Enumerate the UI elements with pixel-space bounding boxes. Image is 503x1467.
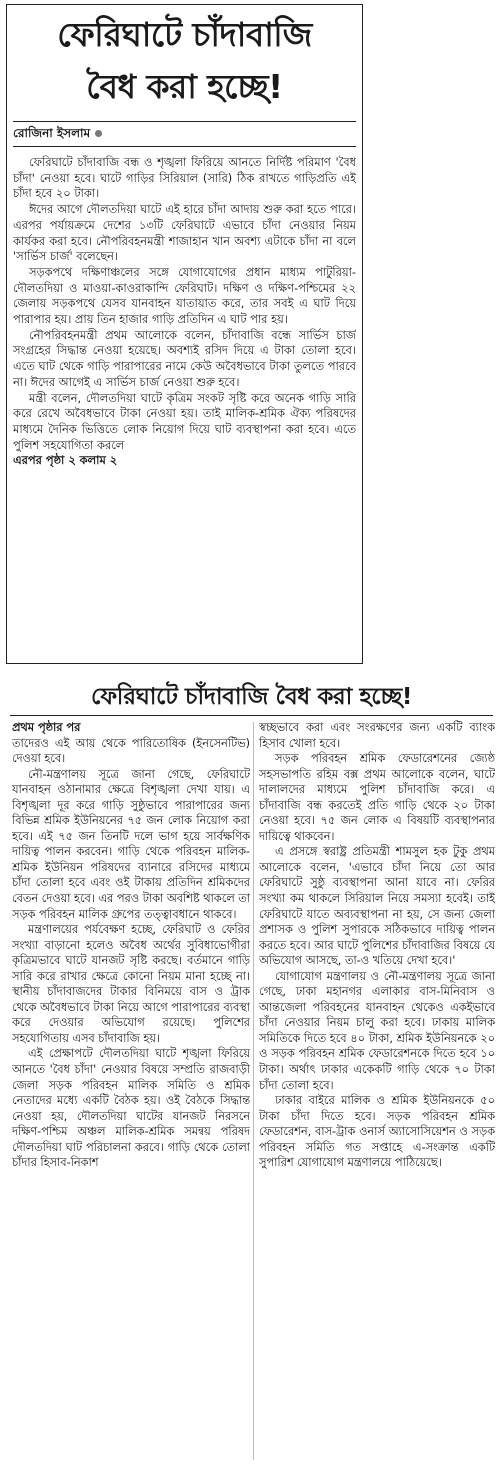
main-paragraph: মন্ত্রী বলেন, দৌলতদিয়া ঘাটে কৃত্রিম সংকট সৃষ্টি করে অনেক গাড়ি সারি করে রেখে অবৈধভাবে টাকা নেওয়া হয়। তাই মালিক-শ্রমিক ঐক্য পরিষদের মাধ্যমে দৈনিক ভিত্তিতে লোক নিয়োগ দিয়ে ঘাট ব্যবস্থাপনা করা হবে। এতে পুলিশ সহযোগিতা করলে xyxy=(13,390,356,452)
headline-rule xyxy=(13,121,356,122)
continuation-paragraph: এ প্রসঙ্গে স্বরাষ্ট্র প্রতিমন্ত্রী শামসুল হক টুকু প্রথম আলোকে বলেন, 'এভাবে চাঁদা নিয়ে তো আর ফেরিঘাটে সুষ্ঠু ব্যবস্থাপনা আনা যাবে না। ফেরির সংখ্যা কম থাকলে সিরিয়াল নিয়ে সমস্যা হবেই। তাই ফেরিঘাটে যাতে অব্যবস্থাপনা না হয়, সে জন্য জেলা প্রশাসক ও পুলিশ সুপারকে সঠিকভাবে দায়িত্ব পালন করতে হবে। আর ঘাটে পুলিশের চাঁদাবাজির বিষয়ে যে অভিযোগ আসছে, তা-ও খতিয়ে দেখা হবে।' xyxy=(259,845,495,968)
main-paragraph: নৌপরিবহনমন্ত্রী প্রথম আলোকে বলেন, চাঁদাবাজি বন্ধে সার্ভিস চার্জ সংগ্রহের সিদ্ধান্ত নেওয়া হয়েছে। অবশ্যই রসিদ দিয়ে এ টাকা তোলা হবে। এতে ঘাট থেকে গাড়ি পারাপারের নামে কেউ অবৈধভাবে টাকা তুলতে পারবে না। ঈদের আগেই এ সার্ভিস চার্জ নেওয়া শুরু হবে। xyxy=(13,327,356,389)
continuation-paragraph: ঢাকার বাইরে মালিক ও শ্রমিক ইউনিয়নকে ৫০ টাকা চাঁদা দিতে হবে। সড়ক পরিবহন শ্রমিক ফেডারেশন, বাস-ট্রাক ওনার্স অ্যাসোসিয়েশন ও সড়ক পরিবহন সমিতি গত সপ্তাহে এ-সংক্রান্ত একটি সুপারিশ যোগাযোগ মন্ত্রণালয়ে পাঠিয়েছে। xyxy=(259,1094,495,1170)
main-paragraph: ফেরিঘাটে চাঁদাবাজি বন্ধ ও শৃঙ্খলা ফিরিয়ে আনতে নির্দিষ্ট পরিমাণ 'বৈধ চাঁদা' নেওয়া হবে। ঘাটে গাড়ির সিরিয়াল (সারি) ঠিক রাখতে গাড়িপ্রতি এই চাঁদা হবে ২০ টাকা। xyxy=(13,155,356,201)
byline-author: রোজিনা ইসলাম xyxy=(13,126,91,140)
bullet-icon xyxy=(95,130,102,137)
jump-line: এরপর পৃষ্ঠা ২ কলাম ২ xyxy=(13,453,118,468)
main-article-body xyxy=(13,155,356,660)
continuation-right-column xyxy=(259,720,495,1462)
main-paragraph: সড়কপথে দক্ষিণাঞ্চলের সঙ্গে যোগাযোগের প্রধান মাধ্যম পাটুরিয়া-দৌলতদিয়া ও মাওয়া-কাওরাকান্দি ফেরিঘাট। দক্ষিণ ও দক্ষিণ-পশ্চিমের ২২ জেলায় সড়কপথে যেসব যানবাহন যাতায়াত করে, তার সবই এ ঘাট দিয়ে পারাপার হয়। প্রায় তিন হাজার গাড়ি প্রতিদিন এ ঘাট পার হয়। xyxy=(13,264,356,327)
continuation-left-column xyxy=(12,720,250,1462)
main-article-box xyxy=(6,4,363,664)
continuation-paragraph: মন্ত্রণালয়ের পর্যবেক্ষণ হচ্ছে, ফেরিঘাট ও ফেরির সংখ্যা বাড়ানো হলেও অবৈধ অর্থের সুবিধাভোগীরা কৃত্রিমভাবে ঘাটে যানজট সৃষ্টি করছে। বর্তমানে গাড়ি সারি করে রাখার ক্ষেত্রে কোনো নিয়ম মানা হচ্ছে না। স্থানীয় চাঁদাবাজদের টাকার বিনিময়ে বাস ও ট্রাক থেকে অবৈধভাবে টাকা নিয়ে আগে পারাপারের ব্যবস্থা করে দেওয়ার অভিযোগ রয়েছে। পুলিশের সহযোগিতায় এসব চাঁদাবাজি হয়। xyxy=(12,923,250,1045)
byline xyxy=(13,125,102,141)
continuation-paragraph: নৌ-মন্ত্রণালয় সূত্রে জানা গেছে, ফেরিঘাটে যানবাহন ওঠানামার ক্ষেত্রে বিশৃঙ্খলা দেখা যায়। এ বিশৃঙ্খলা দূর করে গাড়ি সুষ্ঠুভাবে পারাপারের জন্য বিভিন্ন শ্রমিক ইউনিয়নের ৭৫ জন লোক নিয়োগ করা হবে। এই ৭৫ জন তিনটি দলে ভাগ হয়ে সার্বক্ষণিক দায়িত্ব পালন করবেন। গাড়ি থেকে পরিবহন মালিক-শ্রমিক ইউনিয়ন পরিষদের ব্যানারে রসিদের মাধ্যমে চাঁদা তোলা হবে এবং ওই টাকায় প্রতিদিন শ্রমিকদের বেতন দেওয়া হবে। এর পরও টাকা অবশিষ্ট থাকলে তা সড়ক পরিবহন মালিক গ্রুপের তত্ত্বাবধানে থাকবে। xyxy=(12,767,250,921)
continuation-paragraph: এই প্রেক্ষাপটে দৌলতদিয়া ঘাটে শৃঙ্খলা ফিরিয়ে আনতে 'বৈধ চাঁদা' নেওয়ার বিষয়ে সম্প্রতি রাজবাড়ী জেলা সড়ক পরিবহন মালিক সমিতি ও শ্রমিক নেতাদের মধ্যে একটি বৈঠক হয়। ওই বৈঠকে সিদ্ধান্ত নেওয়া হয়, দৌলতদিয়া ঘাটের যানজট নিরসনে দক্ষিণ-পশ্চিম অঞ্চল মালিক-শ্রমিক সমন্বয় পরিষদ দৌলতদিয়া ঘাট পরিচালনা করবে। গাড়ি থেকে তোলা চাঁদার হিসাব-নিকাশ xyxy=(12,1047,250,1170)
continuation-headline: ফেরিঘাটে চাঁদাবাজি বৈধ করা হচ্ছে! xyxy=(91,684,412,710)
main-paragraph: ঈদের আগে দৌলতদিয়া ঘাটে এই হারে চাঁদা আদায় শুরু করা হতে পারে। এরপর পর্যায়ক্রমে দেশের ১৩টি ফেরিঘাটে এভাবে চাঁদা নেওয়ার নিয়ম কার্যকর করা হবে। নৌপরিবহনমন্ত্রী শাজাহান খান অবশ্য এটাকে চাঁদা না বলে 'সার্ভিস চার্জ' বলেছেন। xyxy=(13,202,356,264)
continued-from-label: প্রথম পৃষ্ঠার পর xyxy=(12,721,81,734)
headline-line-2: বৈধ করা হচ্ছে! xyxy=(86,67,283,106)
byline-rule xyxy=(13,146,356,147)
headline-line-1: ফেরিঘাটে চাঁদাবাজি xyxy=(57,15,312,54)
continuation-paragraph: স্বচ্ছভাবে করা এবং সংরক্ষণের জন্য একটি ব্যাংক হিসাব খোলা হবে। xyxy=(259,721,495,750)
column-divider xyxy=(253,722,254,1460)
continuation-paragraph: তাদেরও এই আয় থেকে পারিতোষিক (ইনসেনটিভ) দেওয়া হবে। xyxy=(12,736,250,766)
continuation-paragraph: সড়ক পরিবহন শ্রমিক ফেডারেশনের জ্যেষ্ঠ সহসভাপতি রহিম বক্স প্রথম আলোকে বলেন, ঘাটে দালালদের মাধ্যমে পুলিশ চাঁদাবাজি করে। এ চাঁদাবাজি বন্ধ করতেই প্রতি গাড়ি থেকে ২০ টাকা নেওয়া হবে। ৭৫ জন লোক এ বিষয়টি ব্যবস্থাপনার দায়িত্বে থাকবেন। xyxy=(259,752,495,843)
continuation-paragraph: যোগাযোগ মন্ত্রণালয় ও নৌ-মন্ত্রণালয় সূত্রে জানা গেছে, ঢাকা মহানগর এলাকার বাস-মিনিবাস ও আন্তজেলা পরিবহনের যানবাহন থেকেও একইভাবে চাঁদা নেওয়ার নিয়ম চালু করা হবে। ঢাকায় মালিক সমিতিকে দিতে হবে ৪০ টাকা, শ্রমিক ইউনিয়নকে ২০ ও সড়ক পরিবহন শ্রমিক ফেডারেশনকে দিতে হবে ১০ টাকা। অর্থাৎ ঢাকার একেকটি গাড়ি থেকে ৭০ টাকা চাঁদা তোলা হবে। xyxy=(259,969,495,1092)
continuation-rule xyxy=(10,715,493,716)
